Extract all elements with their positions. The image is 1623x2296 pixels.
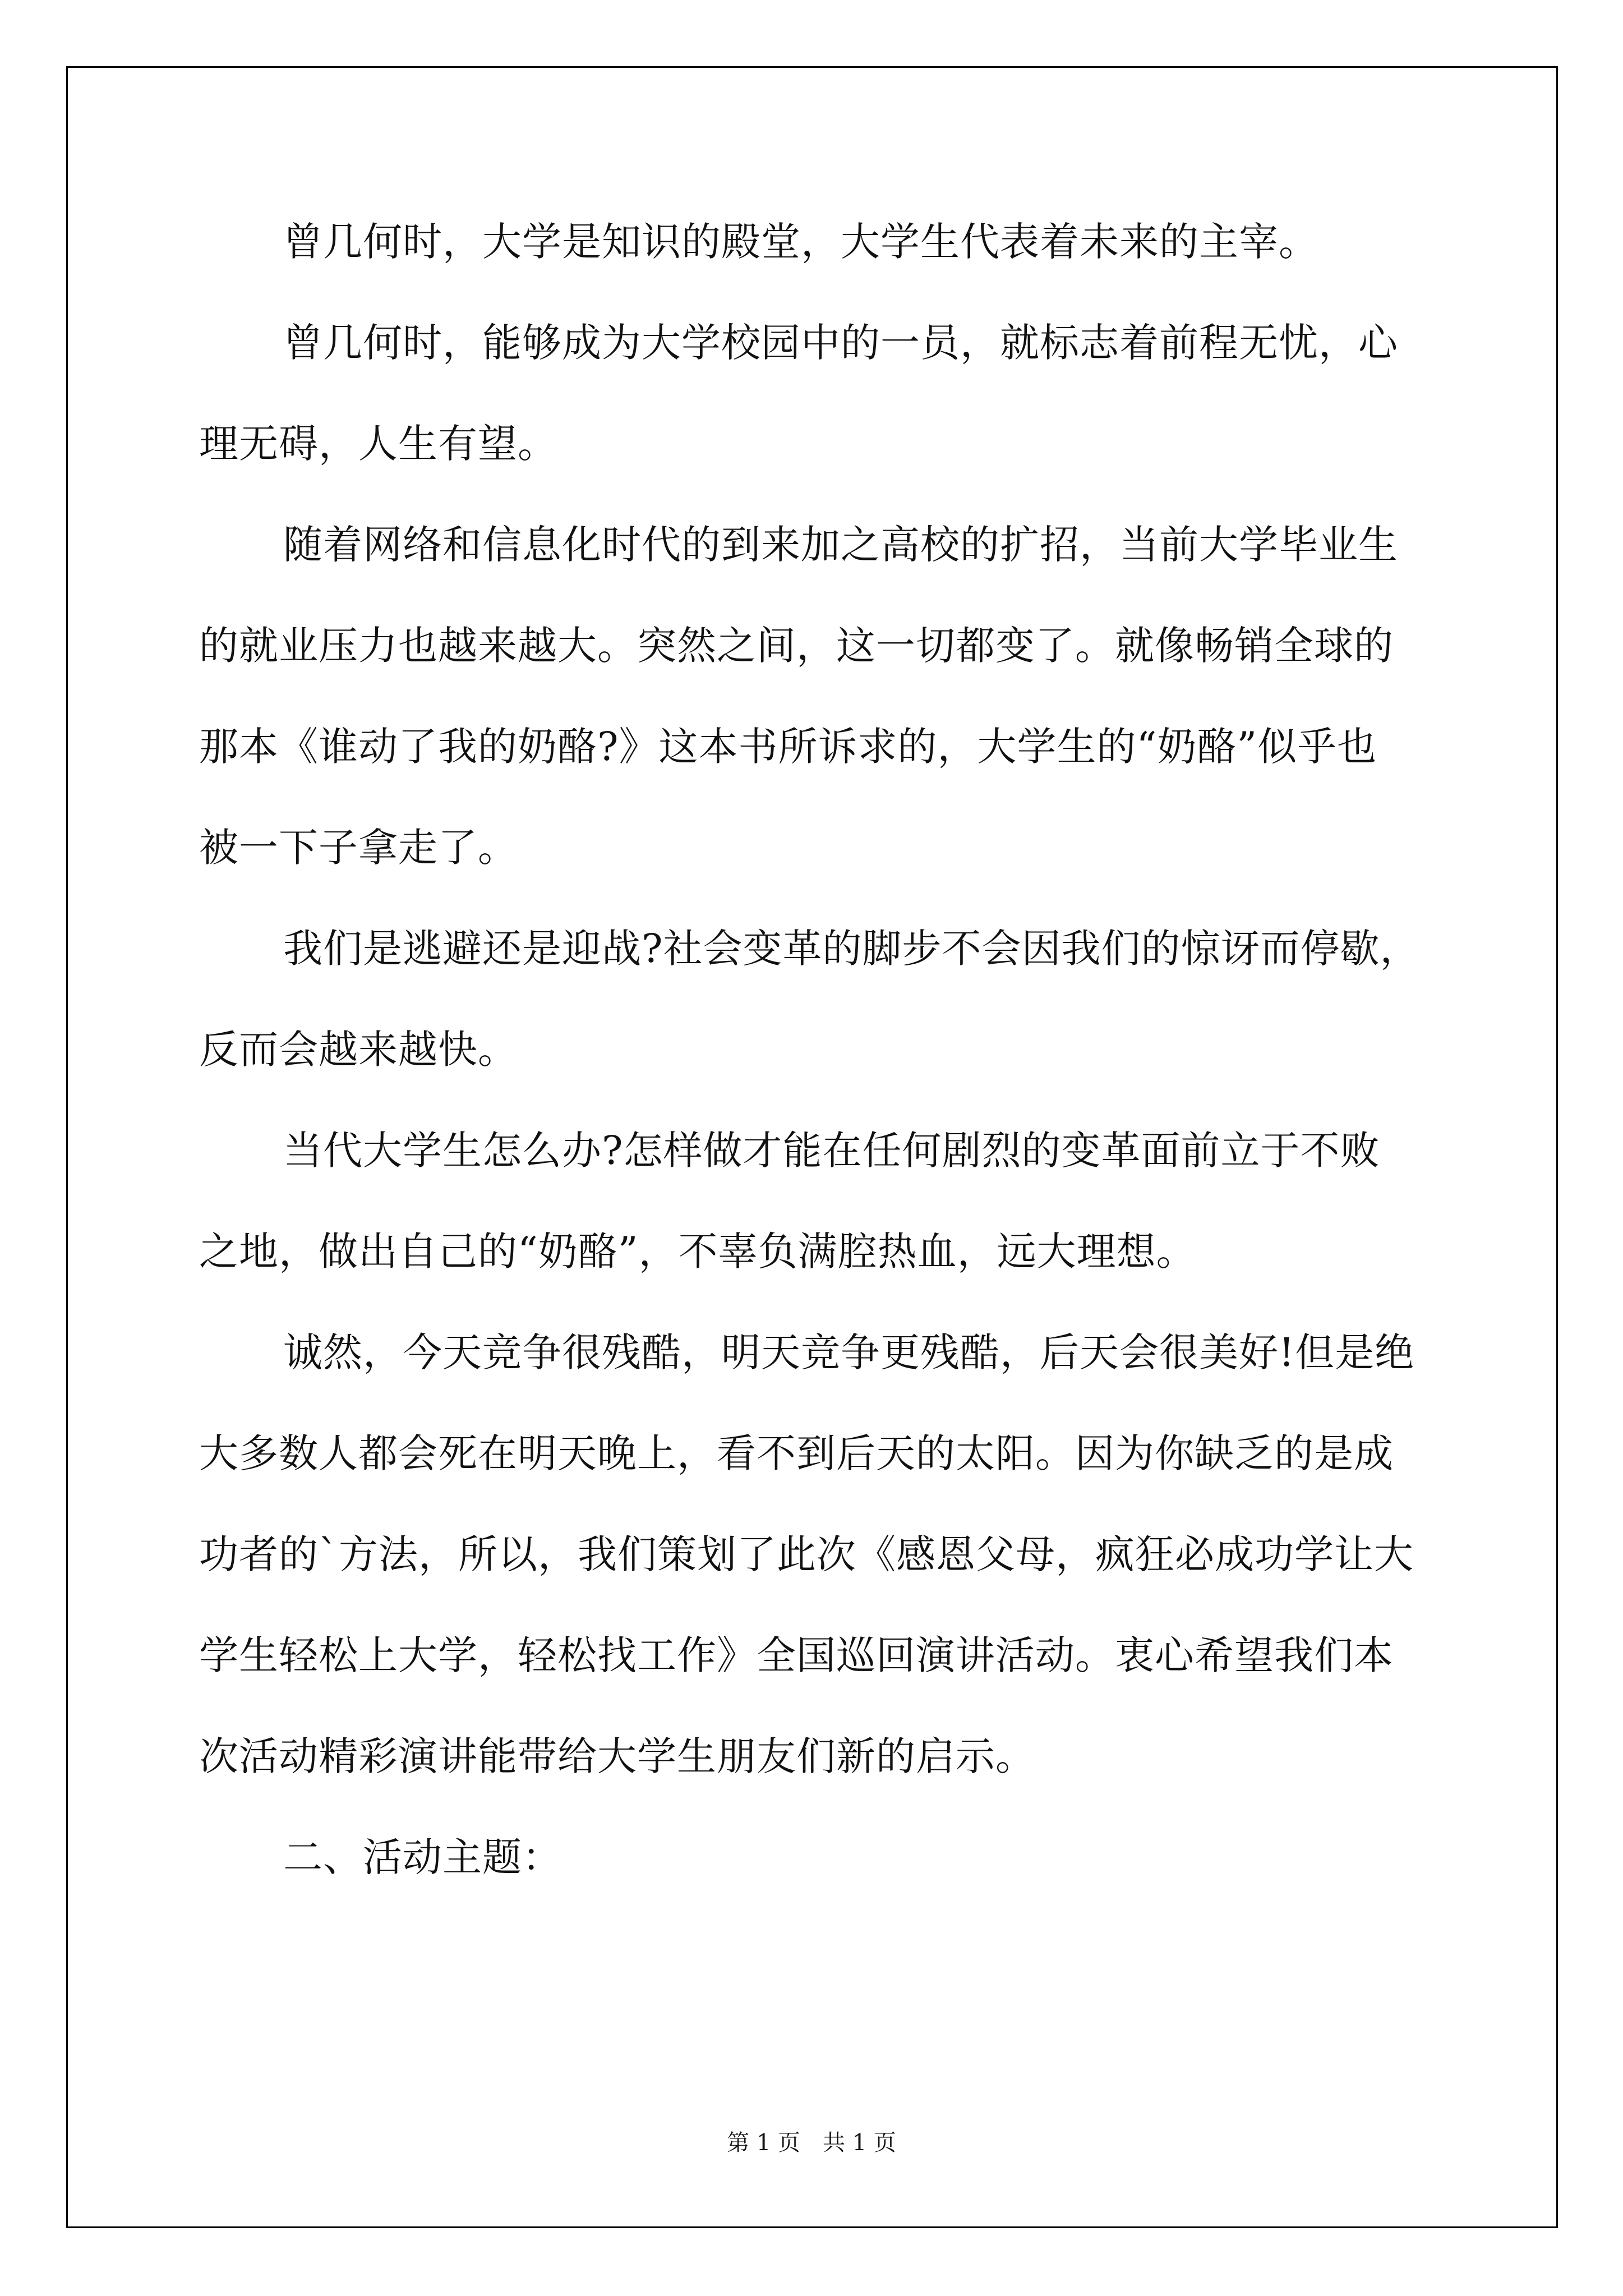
paragraph-line: 诚然，今天竞争很残酷，明天竞争更残酷，后天会很美好!但是绝 <box>283 1329 1415 1375</box>
paragraph-line: 那本《谁动了我的奶酪?》这本书所诉求的，大学生的“奶酪”似乎也 <box>199 724 1377 770</box>
paragraph-line: 之地，做出自己的“奶酪”，不辜负满腔热血，远大理想。 <box>199 1228 1196 1274</box>
paragraph-line: 学生轻松上大学，轻松找工作》全国巡回演讲活动。衷心希望我们本 <box>199 1632 1394 1678</box>
paragraph-line: 被一下子拿走了。 <box>199 825 518 871</box>
paragraph-line: 反而会越来越快。 <box>199 1027 518 1073</box>
paragraph-line: 曾几何时，能够成为大学校园中的一员，就标志着前程无忧，心 <box>283 320 1398 366</box>
paragraph-line: 我们是逃避还是迎战?社会变革的脚步不会因我们的惊讶而停歇， <box>283 926 1420 972</box>
paragraph-line: 大多数人都会死在明天晚上，看不到后天的太阳。因为你缺乏的是成 <box>199 1430 1394 1476</box>
paragraph-line: 功者的`方法，所以，我们策划了此次《感恩父母，疯狂必成功学让大 <box>199 1531 1414 1577</box>
paragraph-line: 理无碍，人生有望。 <box>199 421 557 467</box>
paragraph-line: 当代大学生怎么办?怎样做才能在任何剧烈的变革面前立于不败 <box>283 1128 1380 1174</box>
section-heading: 二、活动主题： <box>283 1834 562 1880</box>
paragraph-line: 随着网络和信息化时代的到来加之高校的扩招，当前大学毕业生 <box>283 522 1398 568</box>
paragraph-line: 曾几何时，大学是知识的殿堂，大学生代表着未来的主宰。 <box>283 219 1318 265</box>
page-number-footer: 第 1 页 共 1 页 <box>727 2130 896 2156</box>
paragraph-line: 次活动精彩演讲能带给大学生朋友们新的启示。 <box>199 1733 1035 1779</box>
paragraph-line: 的就业压力也越来越大。突然之间，这一切都变了。就像畅销全球的 <box>199 623 1394 669</box>
